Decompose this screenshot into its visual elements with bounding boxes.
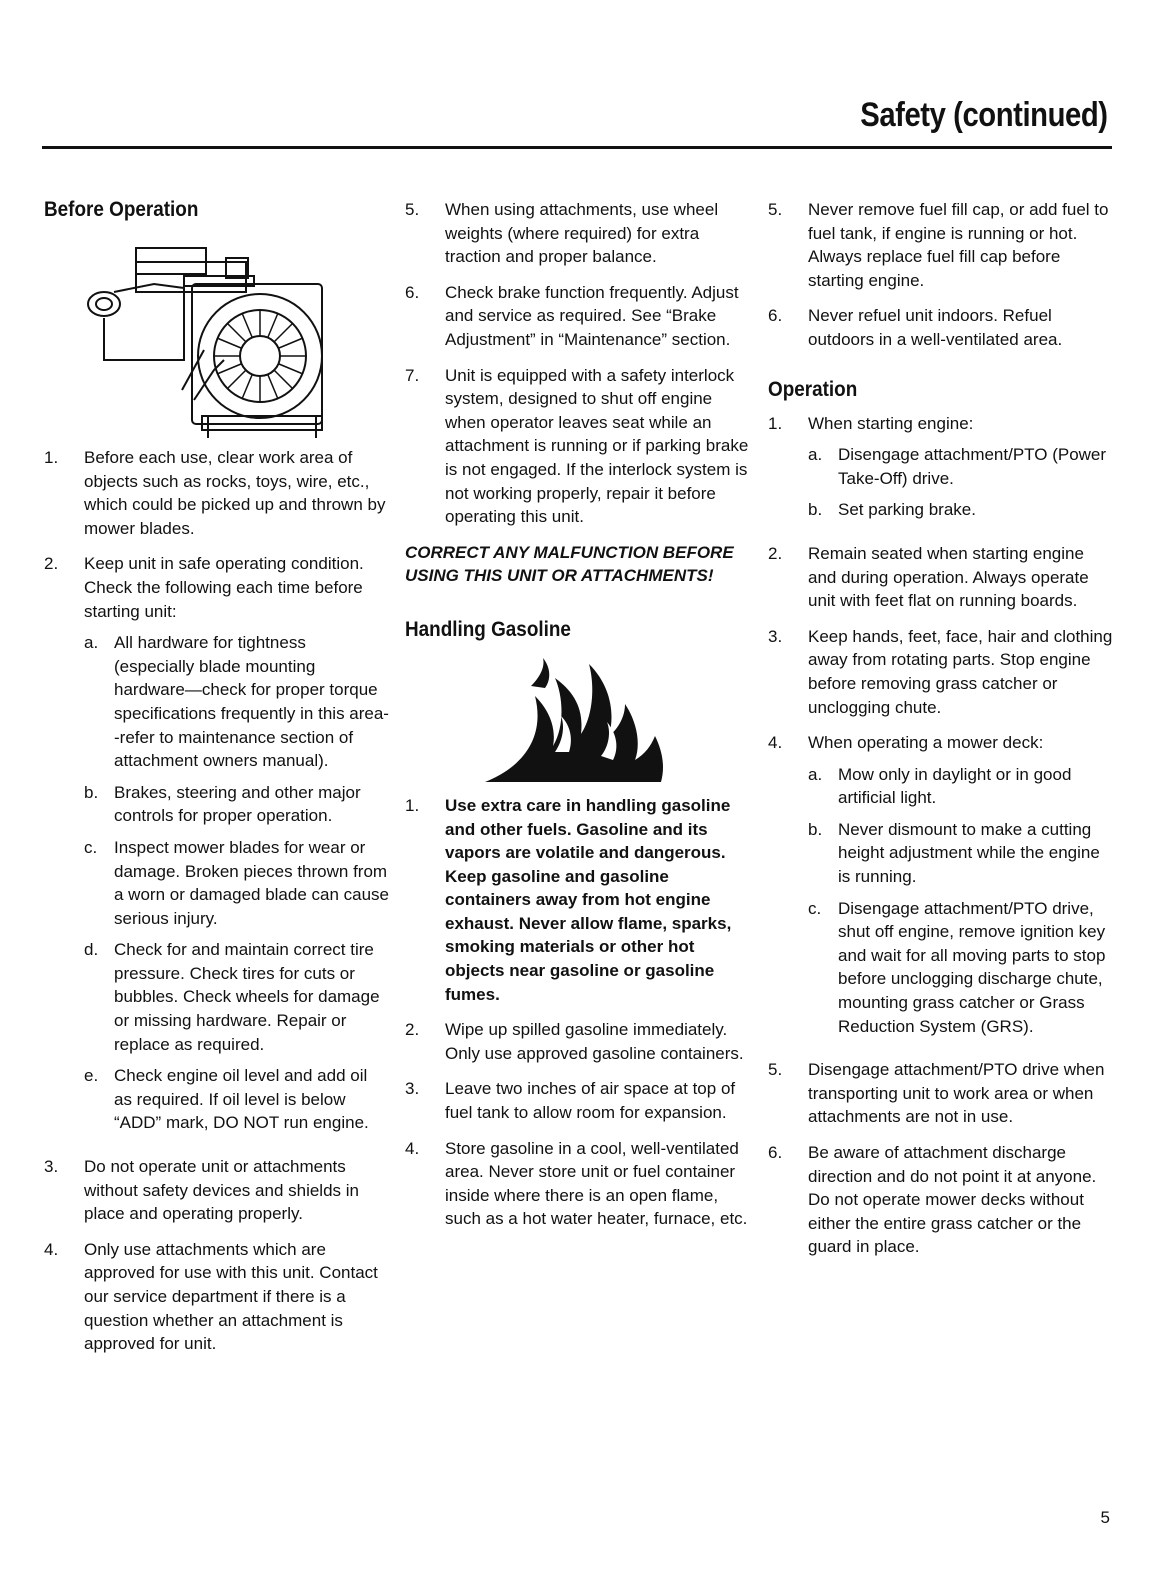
list-item bbox=[44, 1155, 389, 1226]
sub-item-letter: e. bbox=[84, 1066, 99, 1086]
item-text: Keep unit in safe operating condition. Check the following each time before starting unit: bbox=[84, 554, 364, 621]
item-number: 7. bbox=[405, 365, 420, 385]
item-number: 1. bbox=[405, 795, 420, 815]
item-number: 5. bbox=[768, 200, 783, 219]
list-item bbox=[405, 1018, 750, 1065]
item-number: 1. bbox=[44, 448, 59, 467]
column-3 bbox=[768, 198, 1113, 1271]
sub-item bbox=[84, 631, 389, 773]
header-rule bbox=[42, 146, 1112, 149]
item-text: Leave two inches of air space at top of fuel tank to allow room for expansion. bbox=[445, 1079, 736, 1123]
item-text: Do not operate unit or attachments without safety devices and shields in place and operating properly. bbox=[84, 1157, 359, 1224]
item-text: When operating a mower deck: bbox=[808, 733, 1044, 753]
item-text: Store gasoline in a cool, well-ventilated area. Never store unit or fuel container inside where there is an open flame, such as a hot water heater, furnace, etc. bbox=[445, 1138, 748, 1229]
list-item bbox=[44, 1238, 389, 1356]
item-number: 3. bbox=[405, 1079, 420, 1099]
item-text: Before each use, clear work area of objects such as rocks, toys, wire, etc., which could be picked up and thrown by mower blades. bbox=[84, 448, 386, 538]
sub-item bbox=[808, 818, 1113, 889]
list-item bbox=[768, 542, 1113, 613]
item-text: Remain seated when starting engine and during operation. Always operate unit with feet flat on running boards. bbox=[808, 543, 1089, 611]
list-item bbox=[768, 412, 1113, 530]
list-item bbox=[405, 198, 750, 269]
heading-operation: Operation bbox=[768, 377, 858, 401]
sub-item-text: Check engine oil level and add oil as required. If oil level is below “ADD” mark, DO NOT run engine. bbox=[114, 1066, 369, 1133]
item-number: 2. bbox=[44, 554, 59, 574]
sub-item-letter: a. bbox=[808, 764, 823, 784]
list-item bbox=[405, 1137, 750, 1231]
item-number: 3. bbox=[768, 626, 783, 646]
item-text: Unit is equipped with a safety interlock system, designed to shut off engine when operator leaves seat while an attachment is running or if parking brake is not engaged. If the interlock system is not working properly, repair it before operating this unit. bbox=[445, 365, 749, 527]
list-item bbox=[44, 446, 389, 540]
item-number: 4. bbox=[44, 1239, 59, 1259]
sub-item-letter: d. bbox=[84, 940, 99, 960]
sub-item-text: Check for and maintain correct tire pressure. Check tires for cuts or bubbles. Check wheels for damage or missing hardware. Repair or replace as required. bbox=[114, 940, 380, 1054]
sub-item-letter: a. bbox=[808, 445, 823, 465]
sub-item bbox=[84, 781, 389, 828]
sub-item bbox=[84, 1064, 389, 1135]
item-text: Only use attachments which are approved for use with this unit. Contact our service department if there is a question whether an attachment is approved for unit. bbox=[84, 1239, 378, 1354]
page-title: Safety (continued) bbox=[860, 96, 1108, 134]
sub-item-text: Set parking brake. bbox=[838, 500, 976, 520]
item-number: 2. bbox=[405, 1020, 420, 1040]
sub-item-letter: b. bbox=[84, 782, 99, 802]
item-text: Never refuel unit indoors. Refuel outdoors in a well-ventilated area. bbox=[808, 306, 1063, 349]
item-text: Check brake function frequently. Adjust and service as required. See “Brake Adjustment” in “Maintenance” section. bbox=[445, 282, 739, 349]
list-item bbox=[768, 304, 1113, 351]
sub-item-text: Disengage attachment/PTO (Power Take-Off) drive. bbox=[838, 445, 1107, 488]
list-item bbox=[768, 198, 1113, 292]
item-number: 6. bbox=[768, 306, 783, 326]
item-number: 6. bbox=[405, 282, 420, 302]
item-number: 6. bbox=[768, 1143, 783, 1162]
sub-item bbox=[808, 763, 1113, 810]
sub-item-text: Never dismount to make a cutting height adjustment while the engine is running. bbox=[838, 819, 1100, 887]
sub-item-text: Mow only in daylight or in good artificial light. bbox=[838, 764, 1072, 808]
list-item bbox=[44, 552, 389, 1143]
item-number: 4. bbox=[768, 733, 783, 753]
sub-item-letter: c. bbox=[84, 837, 98, 857]
list-item bbox=[405, 794, 750, 1006]
item-text: When using attachments, use wheel weights (where required) for extra traction and proper balance. bbox=[445, 200, 719, 267]
list-item bbox=[768, 1141, 1113, 1259]
column-1 bbox=[44, 198, 389, 1368]
sub-item-letter: b. bbox=[808, 819, 823, 839]
item-number: 1. bbox=[768, 413, 783, 433]
list-item bbox=[768, 1058, 1113, 1129]
sub-item bbox=[808, 498, 1113, 522]
item-text: Use extra care in handling gasoline and other fuels. Gasoline and its vapors are volatile and dangerous. Keep gasoline and gasoline containers away from hot engine exhaust. Never allow flame, sparks, smoking materials or other hot objects near gasoline or gasoline fumes. bbox=[445, 795, 732, 1004]
sub-item-letter: b. bbox=[808, 500, 823, 520]
heading-handling-gasoline: Handling Gasoline bbox=[405, 617, 571, 641]
sub-item bbox=[84, 836, 389, 930]
item-text: Never remove fuel fill cap, or add fuel to fuel tank, if engine is running or hot. Always replace fuel fill cap before starting engine. bbox=[808, 200, 1109, 290]
sub-item bbox=[84, 938, 389, 1056]
list-item bbox=[405, 1077, 750, 1124]
sub-item bbox=[808, 443, 1113, 490]
list-item bbox=[768, 731, 1113, 1046]
item-number: 5. bbox=[405, 200, 420, 219]
item-text: Disengage attachment/PTO drive when transporting unit to work area or when attachments are not in use. bbox=[808, 1060, 1105, 1127]
item-number: 5. bbox=[768, 1060, 783, 1080]
item-number: 4. bbox=[405, 1138, 420, 1158]
flame-icon bbox=[405, 656, 745, 786]
item-text: Be aware of attachment discharge direction and do not point it at anyone. Do not operate mower decks without either the entire grass catcher or the guard in place. bbox=[808, 1143, 1097, 1257]
column-2 bbox=[405, 198, 750, 1243]
sub-item-letter: a. bbox=[84, 633, 99, 653]
list-item bbox=[768, 625, 1113, 719]
item-text: When starting engine: bbox=[808, 413, 974, 433]
sub-item-text: Inspect mower blades for wear or damage. Broken pieces thrown from a worn or damaged blade can cause serious injury. bbox=[114, 837, 390, 928]
malfunction-warning: CORRECT ANY MALFUNCTION BEFORE USING THIS UNIT OR ATTACHMENTS! bbox=[405, 542, 734, 586]
item-text: Keep hands, feet, face, hair and clothing away from rotating parts. Stop engine before removing grass catcher or unclogging chute. bbox=[808, 626, 1113, 717]
item-text: Wipe up spilled gasoline immediately. Only use approved gasoline containers. bbox=[445, 1020, 744, 1063]
sub-item-text: Disengage attachment/PTO drive, shut off engine, remove ignition key and wait for all moving parts to stop before unclogging discharge chute, mounting grass catcher or Grass Reduction System (GRS). bbox=[838, 898, 1106, 1036]
list-item bbox=[405, 281, 750, 352]
engine-illustration bbox=[44, 240, 344, 440]
sub-item-letter: c. bbox=[808, 898, 822, 918]
heading-before-operation: Before Operation bbox=[44, 198, 199, 221]
sub-item-text: All hardware for tightness (especially blade mounting hardware—check for proper torque specifications frequently in this area--refer to maintenance section of attachment owners manual). bbox=[114, 633, 389, 771]
list-item bbox=[405, 364, 750, 529]
item-number: 3. bbox=[44, 1157, 59, 1177]
item-number: 2. bbox=[768, 543, 783, 563]
sub-item bbox=[808, 897, 1113, 1039]
sub-item-text: Brakes, steering and other major controls for proper operation. bbox=[114, 782, 361, 826]
page-number: 5 bbox=[1100, 1508, 1110, 1527]
